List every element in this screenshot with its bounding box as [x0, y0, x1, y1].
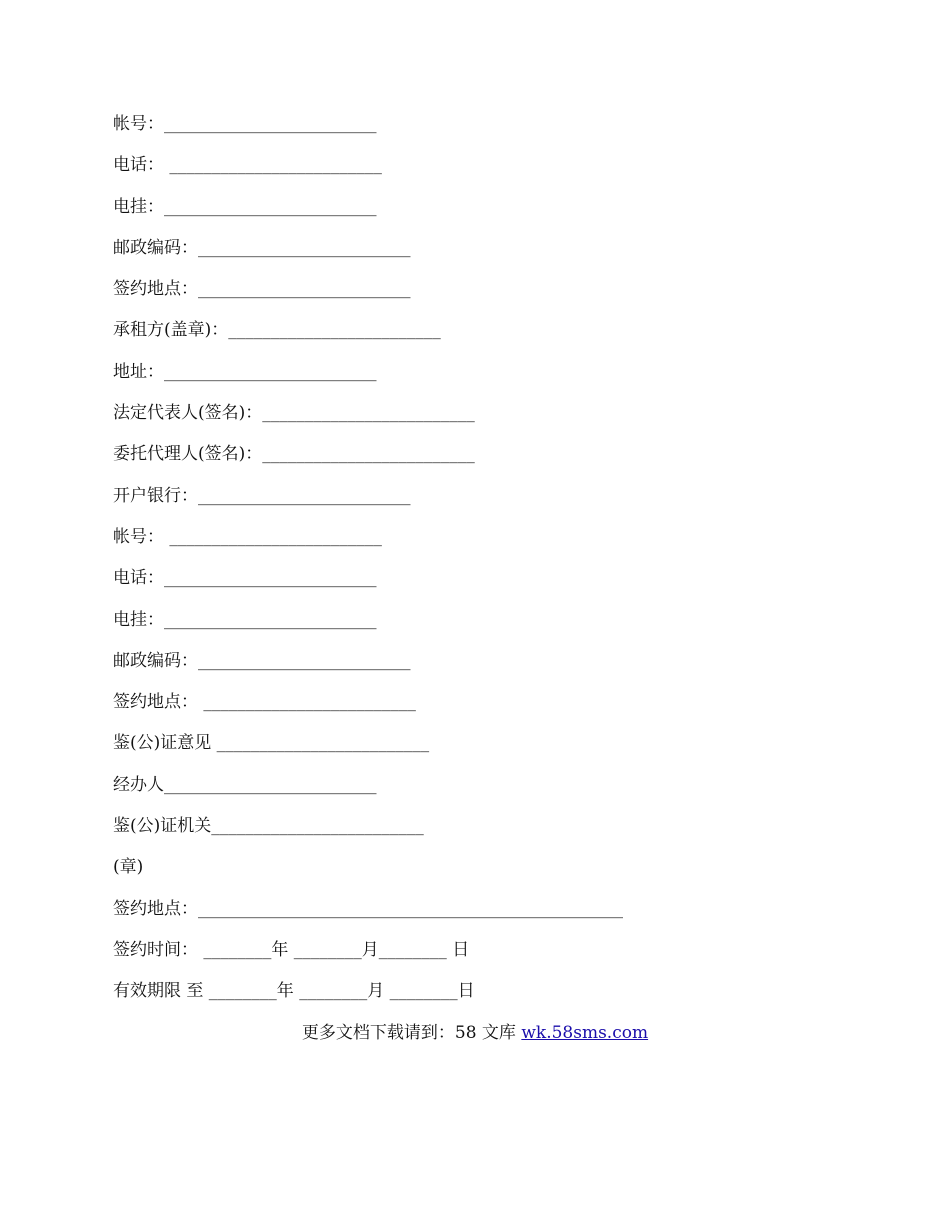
field-notary-office: 鉴(公)证机关_________________________ [113, 816, 424, 837]
field-signing-place-2: 签约地点： _________________________ [113, 692, 416, 713]
field-lessee-seal: 承租方(盖章)：_________________________ [113, 320, 441, 341]
footer [0, 1020, 950, 1046]
field-account-number: 帐号：_________________________ [113, 114, 377, 134]
contract-signature-block [113, 111, 833, 1020]
field-account-number-2: 帐号： _________________________ [113, 526, 382, 547]
field-validity-period: 有效期限 至 ________年 ________月 ________日 [113, 981, 475, 1002]
field-signing-place: 签约地点：_________________________ [113, 279, 411, 300]
field-phone-2: 电话：_________________________ [113, 568, 377, 589]
footer-text: 更多文档下载请到：58 文库 [301, 1023, 522, 1043]
field-bank: 开户银行：_________________________ [113, 485, 411, 506]
field-address: 地址：_________________________ [113, 361, 377, 382]
footer-link[interactable]: wk.58sms.com [521, 1023, 649, 1043]
field-seal: (章) [113, 857, 144, 878]
field-handler: 经办人_________________________ [113, 774, 377, 795]
field-telegram: 电挂：_________________________ [113, 196, 377, 217]
field-legal-representative: 法定代表人(签名)：_________________________ [113, 403, 475, 424]
field-signing-place-3: 签约地点：__________________________________________________ [113, 898, 623, 919]
field-postal-code-2: 邮政编码：_________________________ [113, 650, 411, 671]
field-notary-opinion: 鉴(公)证意见 _________________________ [113, 733, 430, 754]
field-postal-code: 邮政编码：_________________________ [113, 237, 411, 258]
field-signing-date: 签约时间： ________年 ________月________ 日 [113, 939, 470, 960]
field-phone: 电话： _________________________ [113, 155, 382, 176]
field-authorized-agent: 委托代理人(签名)：_________________________ [113, 444, 475, 465]
field-telegram-2: 电挂：_________________________ [113, 609, 377, 630]
